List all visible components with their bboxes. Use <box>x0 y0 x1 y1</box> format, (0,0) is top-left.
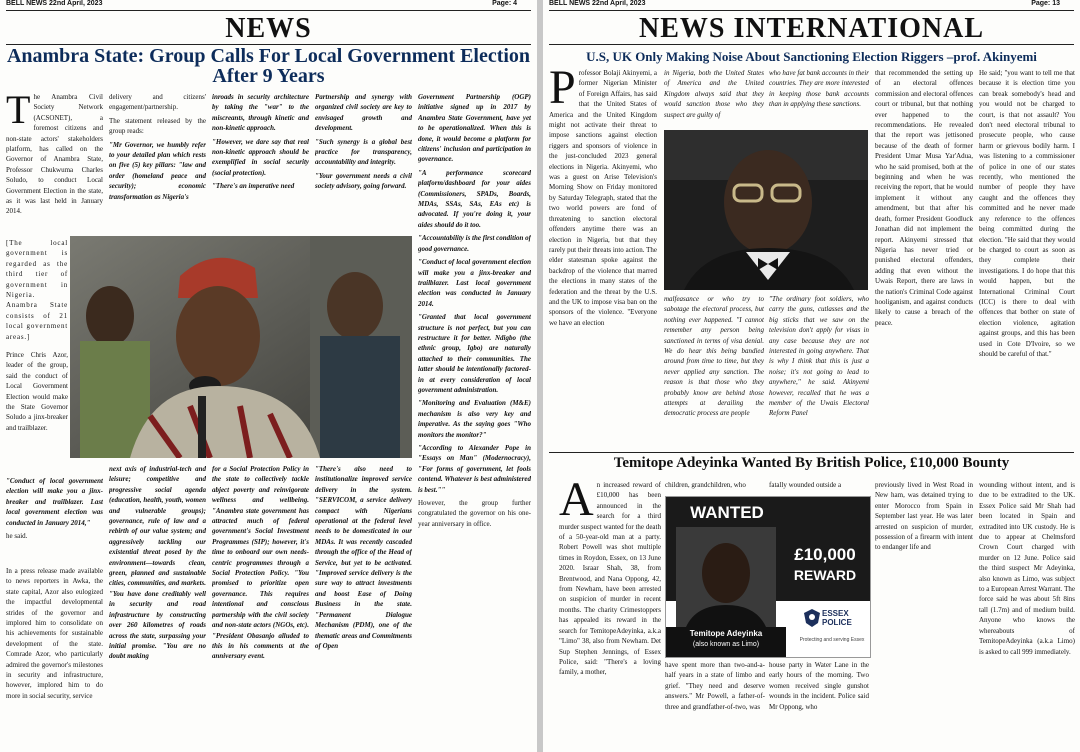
column-1-mid <box>6 238 68 348</box>
story2-column-1 <box>559 480 661 748</box>
column-1-bottom <box>6 566 103 750</box>
running-head-right <box>549 0 1074 10</box>
page-number: Page: 4 <box>492 0 517 7</box>
reward-label: REWARD <box>793 567 857 583</box>
col4-top-a: Partnership and synergy with organized civil society are key to envisaged growth and development. <box>315 93 412 133</box>
left-page <box>0 0 537 752</box>
akinyemi-photo <box>664 130 868 290</box>
col3-top-c: "There's an imperative need <box>212 182 295 191</box>
news-photo-politician <box>70 236 412 458</box>
col1-said: he said. <box>6 532 28 541</box>
story2-column-4 <box>875 480 973 748</box>
col4-top-b: "Such synergy is a global best practice for transparency, accountability and integrity. <box>315 137 412 167</box>
column-3-bottom <box>212 464 309 748</box>
col1-mid-text: [The local government is regarded as the third tier of government in Nigeria. Anambra State consists of 21 local government areas.] <box>6 239 68 341</box>
column-5 <box>418 92 531 748</box>
story2-col3-top-text: fatally wounded outside a <box>769 481 842 489</box>
story1-col1-text: rofessor Bolaji Akinyemi, a former Nigerian Minister of Foreign Affairs, has said that the United States of America and the United Kingdom might not activate their threat to impose sanctions against election riggers and sponsors of violence in the just-concluded 2023 general elections in Nigeria. Akinyemi, who was a guest on Arise Television's Morning Show on Friday monitored by Saturday Telegraph, stated that the two world powers are fond of threatening to sanction electoral offenders anytime there was an election in Nigeria, but that they rarely put their threats into action. The elder statesman spoke against the backdrop of the violence that marred the elections in many states of the federation and the threat by the U.S. and the UK to impose visa ban on the sponsors of the violence. "Everyone we have an election <box>549 69 657 327</box>
story1-col2-top-text: in Nigeria, both the United States of America and the United Kingdom always said that they would sanction those who they suspect are guilty of <box>664 69 764 119</box>
column-4-bottom <box>315 464 412 748</box>
story2-col2-top-text: children, grandchildren, who <box>665 481 746 489</box>
column-1-mid2 <box>6 350 68 472</box>
drop-cap: T <box>6 92 31 132</box>
col5-a: Government Partnership (OGP) initiative signed up in 2017 by Anambra State Government, have yet to be operationalized. When this is done, it would become a platform for citizens' inclusion and participation in governance. <box>418 93 531 164</box>
headline-1: U.S, UK Only Making Noise About Sanctioning Election Riggers –prof. Akinyemi <box>586 49 1037 64</box>
reward-amount: £10,000 <box>794 545 856 564</box>
column-2-bottom <box>109 464 206 748</box>
page-number-right: Page: 13 <box>1031 0 1060 7</box>
story1-column-2-top <box>664 68 764 128</box>
story1-column-1 <box>549 68 657 450</box>
col5-h: However, the group further congratulated the governor on his one-year anniversary in office. <box>418 499 531 528</box>
col2-top-b: The statement released by the group reads: <box>109 116 206 136</box>
col1-mid2-text: Prince Chris Azor, leader of the group, said the conduct of Local Government Election would make the State Governor Soludo a jinx-breaker and trailblazer. <box>6 351 68 432</box>
drop-cap-a: A <box>559 480 594 526</box>
story2-column-5 <box>979 480 1075 748</box>
story2-col5-text: wounding without intent, and is due to be extradited to the UK. Essex Police said Mr Shah had been located in Spain and extradited into UK custody. He is due to appear at Chelmsford Crown Court charged with murder on 12 June. Police said the third suspect Mr Adeyinka, also known as Limo, was subject to a European Arrest Warrant. The force said he was about 5ft 8ins tall (1.7m) and of medium build. Anyone who knows the whereabouts of TemitopeAdeyinka (a.k.a Limo) is asked to call 999 immediately. <box>979 481 1075 656</box>
story2-col1-text: n increased reward of £10,000 has been announced in the search for a third murder suspect wanted for the death of a 50-year-old man at a party. Robert Powell was shot multiple times in Roydon, Essex, on 13 June 2020. Israar Shah, 38, from Brentwood, and Nana Oppong, 42, from Newham, have been arrested on suspicion of murder in recent months. The charity Crimestoppers has appealed its reward in the search for TemitopeAdeyinka, a.k.a "Limo" 38, also from Newham. Det Sup Stephen Jennings, of Essex Police, said: "There's a loving family, a mother, <box>559 481 661 677</box>
col5-d: "Conduct of local government election will make you a jinx-breaker and trailblazer. Last local government election was conducted in January 2014. <box>418 258 531 308</box>
story1-col3-bottom-text: "The ordinary foot soldiers, who carry the guns, cutlasses and the big sticks that we saw on the television don't apply for visas in any case because they are not interested in going anywhere. That is why I think that this is just a noise; it's not going to lead to anywhere," he said. Akinyemi however, recalled that he was a member of the Uwais Electoral Reform Panel <box>769 295 869 418</box>
column-1-top <box>6 92 103 232</box>
wanted-aka: (also known as Limo) <box>692 641 760 648</box>
col5-e: "Granted that local government structure is not perfect, but you can restructure it for better. Ndigbo (the ethnic group, Igbo) are naturally attached to their communities. The latter should be intentionally factored-in at every consideration of local government administration. <box>418 313 531 394</box>
section-rule-right <box>549 44 1074 45</box>
story1-column-2-bottom <box>664 294 764 450</box>
running-head-title-right: BELL NEWS 22nd April, 2023 <box>549 0 646 7</box>
police-tagline: Protecting and serving Essex <box>799 637 865 643</box>
story2-column-3-top <box>769 480 869 494</box>
col5-f: "Monitoring and Evaluation (M&E) mechanism is also very key and imperative. As the saying goes "Who monitors the monitor?" <box>418 399 531 439</box>
header-rule-right <box>549 10 1074 11</box>
story1-column-4 <box>875 68 973 450</box>
right-page <box>543 0 1080 752</box>
col3-bottom-text: for a Social Protection Policy in the state to collectively tackle abject poverty and reinvigorate wellness and wellbeing. "Anambra state government has attracted much of federal government's Social Investment Programmes (SIP); however, it's time to onboard our own needs-centric programmes through a Social Protection Policy. "You promised to prioritize open governance. This requires intentional and conscious partnership with the civil society and non-state actors (NGOs, etc). "President Obasanjo alluded to this in his comments at the anniversary event. <box>212 465 309 661</box>
col2-top-c: "Mr Governor, we humbly refer to your detailed plan which rests on five (5) key pillars: "law and order (homeland peace and security); economic transformation as Nigeria's <box>109 140 206 201</box>
story-divider <box>549 452 1074 453</box>
column-4-top <box>315 92 412 234</box>
police-crest-icon <box>804 609 820 627</box>
wanted-name: Temitope Adeyinka <box>689 629 763 638</box>
col2-top-a: delivery and citizens' engagement/partnership. <box>109 93 206 112</box>
wanted-title: WANTED <box>690 503 764 522</box>
story1-column-3-bottom <box>769 294 869 450</box>
story2-col4-text: previously lived in West Road in New ham, was detained trying to enter Morocco from Spain in September last year. He was later arrested on suspicion of murder, possession of a firearm with intent to endanger life and <box>875 481 973 552</box>
story1-col5-text: He said; "you want to tell me that because it is election time you can break somebody's head and you would not be charged to court, is that not assault? You don't need electoral tribunal to prosecute people, who cause harm or grievous bodily harm. I was listening to a commissioner of police in one of our states recently, who mentioned the number of people they have caught and the offences they committed and he never made any reference to the offences being committed during the election. "He said that they would be charged to court as soon as they complete their investigations. I do hope that this would happen, but the International Criminal Court (ICC) is there to deal with offences that bother on state of election violence, agitation against groups, and this has been used in Cote D'Ivoire, so we should be careful of that." <box>979 69 1075 358</box>
story2-col3-bottom-text: house party in Water Lane in the early hours of the morning. Two women received single gunshot wounds in the incident. Police said Mr Oppong, who <box>769 661 869 711</box>
wanted-poster <box>665 496 871 658</box>
story2-column-2-bottom <box>665 660 765 748</box>
column-2-top <box>109 92 206 234</box>
running-head <box>6 0 531 10</box>
story1-col4-text: that recommended the setting up of an electoral offences commission and electoral offences court or tribunal, but that nothing ever happened to the recommendations. He revealed that the report was jettisoned because of the death of former President Umar Musa Yar'Adua, who he said promised, both at the beginning and when he was receiving the report, that he would implement it without any amendment, but that after his death, former President Goodluck Jonathan did not implement the report. Akinyemi stressed that Nigeria has never tried or punished electoral offenders, adding that even without the Uwais Report, there are laws in the nation's Criminal Code against hooliganism, and against conducts likely to cause a breach of the peace. <box>875 69 973 327</box>
column-3-top <box>212 92 309 234</box>
col4-bottom-text: "There's also need to institutionalize improved service delivery in the system. "SERVICOM, a service delivery compact with Nigerians operational at the federal level needs to be domesticated in our MDAs. It was recently cascaded through the office of the Head of Service, but yet to be activated. "Improved service delivery is the sure way to attract investments and boost Ease of Doing Business in the state. "Permanent Dialogue Mechanism (PDM), one of the thematic areas and Commitments of Open <box>315 465 412 650</box>
story1-col2-bottom-text: malfeasance or who try to sabotage the electoral process, but nothing ever happened. "I cannot remember any person being sanctioned in terms of visa denial. We do hear this being bandied around from time to time, but they never applied any sanction. The reason is that those who they probably know are behind those attempts at derailing the democratic process are people <box>664 295 764 418</box>
headline: Anambra State: Group Calls For Local Government Election After 9 Years <box>6 45 531 87</box>
col1-top-text: he Anambra Civil Society Network (ACSONET), a foremost citizens and non-state actors' stakeholders platform, has called on the Governor of Anambra State, Professor Chukwuma Charles Soludo, to conduct Local Government Election in the state, as it was last held in January 2014. <box>6 93 103 216</box>
suspect-photo <box>676 527 776 627</box>
story1-column-5 <box>979 68 1075 450</box>
headline-2: Temitope Adeyinka Wanted By British Police, £10,000 Bounty <box>613 455 1010 471</box>
col3-top-a: inroads in security architecture by taking the "war" to the miscreants, through kinetic and non-kinetic approach. <box>212 93 309 133</box>
section-title: NEWS <box>225 13 312 44</box>
running-head-title: BELL NEWS 22nd April, 2023 <box>6 0 103 7</box>
col1-quote: "Conduct of local government election will make you a jinx-breaker and trailblazer. Last local government election was conducted in January 2014," <box>6 477 103 527</box>
drop-cap-p: P <box>549 68 576 114</box>
story1-column-3-top <box>769 68 869 128</box>
col4-top-c: "Your government needs a civil society advisory, going forward. <box>315 171 412 191</box>
story2-col2-bottom-text: have spent more than two-and-a-half years in a state of limbo and grief. "They need and deserve answers." Mr Powell, a father-of-three and grandfather-of-two, was <box>665 661 765 711</box>
header-rule <box>6 10 531 11</box>
story2-column-2-top <box>665 480 765 494</box>
col2-bottom-text: next axis of industrial-tech and leisure; competitive and progressive social agenda (education, health, youth, women and vulnerable groups); governance, rule of law and a rebirth of our value system; and aggressively tackling our existential threat posed by the environment—towards clean, green, planned and sustainable cities, communities, and markets. "You have done creditably well in security and road infrastructure by constructing over 260 kilometres of roads across the state, surpassing your initial promise. "You are no doubt making <box>109 465 206 661</box>
section-title-right: NEWS INTERNATIONAL <box>639 13 984 44</box>
col3-top-b: "However, we dare say that real non-kinetic approach should be exemplified in social security (social protection). <box>212 137 309 177</box>
col5-c: "Accountability is the first condition of good governance. <box>418 234 531 253</box>
column-1-quote <box>6 476 103 556</box>
story1-col3-top-text: who have fat bank accounts in their countries. They are more interested in keeping those bank accounts than in applying these sanctions. <box>769 69 869 109</box>
col1-bottom-text: In a press release made available to news reporters in Awka, the state capital, Azor also eulogized the impactful developmental strides of the governor and implored him to consolidate on his achievements for sustainable development of the state. Comrade Azor, who particularly admired the governor's milestones in security and infrastructure, however, implored him to do more in social security, service <box>6 567 103 700</box>
col5-g: "According to Alexander Pope in "Essays on Man" (Modernocracy), "For forms of government, let fools contend. Whatever is best administered is best."" <box>418 444 531 494</box>
story2-column-3-bottom <box>769 660 869 748</box>
police-name: ESSEX POLICE <box>822 609 852 627</box>
col5-b: "A performance scorecard platform/dashboard for your aides (Commissioners, SPADs, Boards, MDAs, SSAs, SAs, EAs etc) is advocated. If you're doing it, your aides should do it too. <box>418 168 531 229</box>
